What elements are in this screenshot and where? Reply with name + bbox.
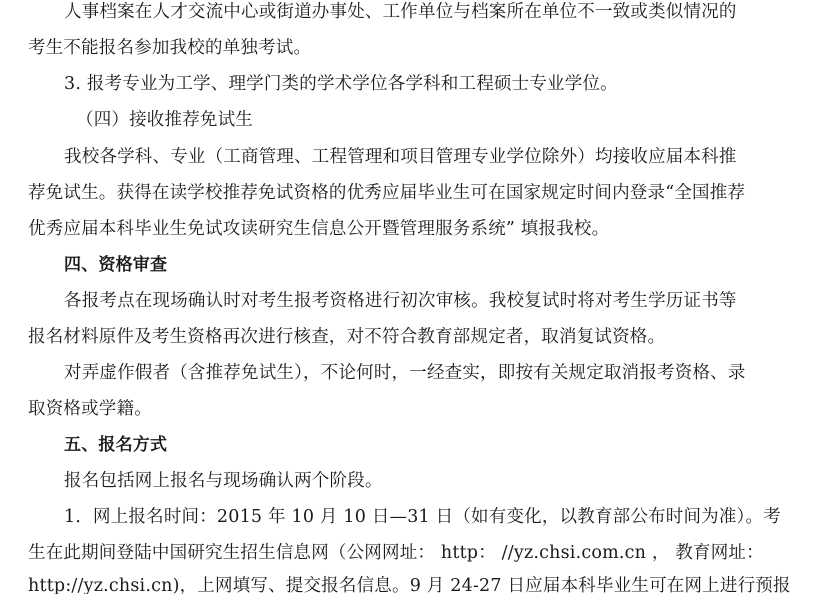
- section-heading-registration: 五、报名方式: [64, 435, 168, 455]
- paragraph-line: 人事档案在人才交流中心或街道办事处、工作单位与档案所在单位不一致或类似情况的: [64, 2, 737, 22]
- paragraph-line: 生在此期间登陆中国研究生招生信息网（公网网址： http： //yz.chsi.com.cn ， 教育网址：: [28, 543, 764, 563]
- paragraph-line: http://yz.chsi.cn)，上网填写、提交报名信息。9 月 24-27 日应届本科毕业生可在网上进行预报: [28, 576, 791, 594]
- list-item-1: 1．网上报名时间：2015 年 10 月 10 日—31 日（如有变化，以教育部公布时间为准）。考: [64, 507, 781, 527]
- paragraph-line: 报名包括网上报名与现场确认两个阶段。: [64, 471, 383, 491]
- list-item-3: 3. 报考专业为工学、理学门类的学术学位各学科和工程硕士专业学位。: [64, 74, 618, 94]
- paragraph-line: 荐免试生。获得在读学校推荐免试资格的优秀应届毕业生可在国家规定时间内登录“全国推荐: [28, 183, 746, 203]
- paragraph-line: 报名材料原件及考生资格再次进行核查，对不符合教育部规定者，取消复试资格。: [28, 327, 666, 347]
- paragraph-line: 取资格或学籍。: [28, 399, 152, 419]
- paragraph-line: 各报考点在现场确认时对考生报考资格进行初次审核。我校复试时将对考生学历证书等: [64, 291, 737, 311]
- subsection-heading-4: （四）接收推荐免试生: [76, 110, 253, 130]
- paragraph-line: 优秀应届本科毕业生免试攻读研究生信息公开暨管理服务系统” 填报我校。: [28, 219, 610, 239]
- paragraph-line: 考生不能报名参加我校的单独考试。: [28, 38, 312, 58]
- section-heading-eligibility: 四、资格审查: [64, 255, 168, 275]
- paragraph-line: 对弄虚作假者（含推荐免试生），不论何时，一经查实，即按有关规定取消报考资格、录: [64, 363, 746, 383]
- paragraph-line: 我校各学科、专业（工商管理、工程管理和项目管理专业学位除外）均接收应届本科推: [64, 147, 737, 167]
